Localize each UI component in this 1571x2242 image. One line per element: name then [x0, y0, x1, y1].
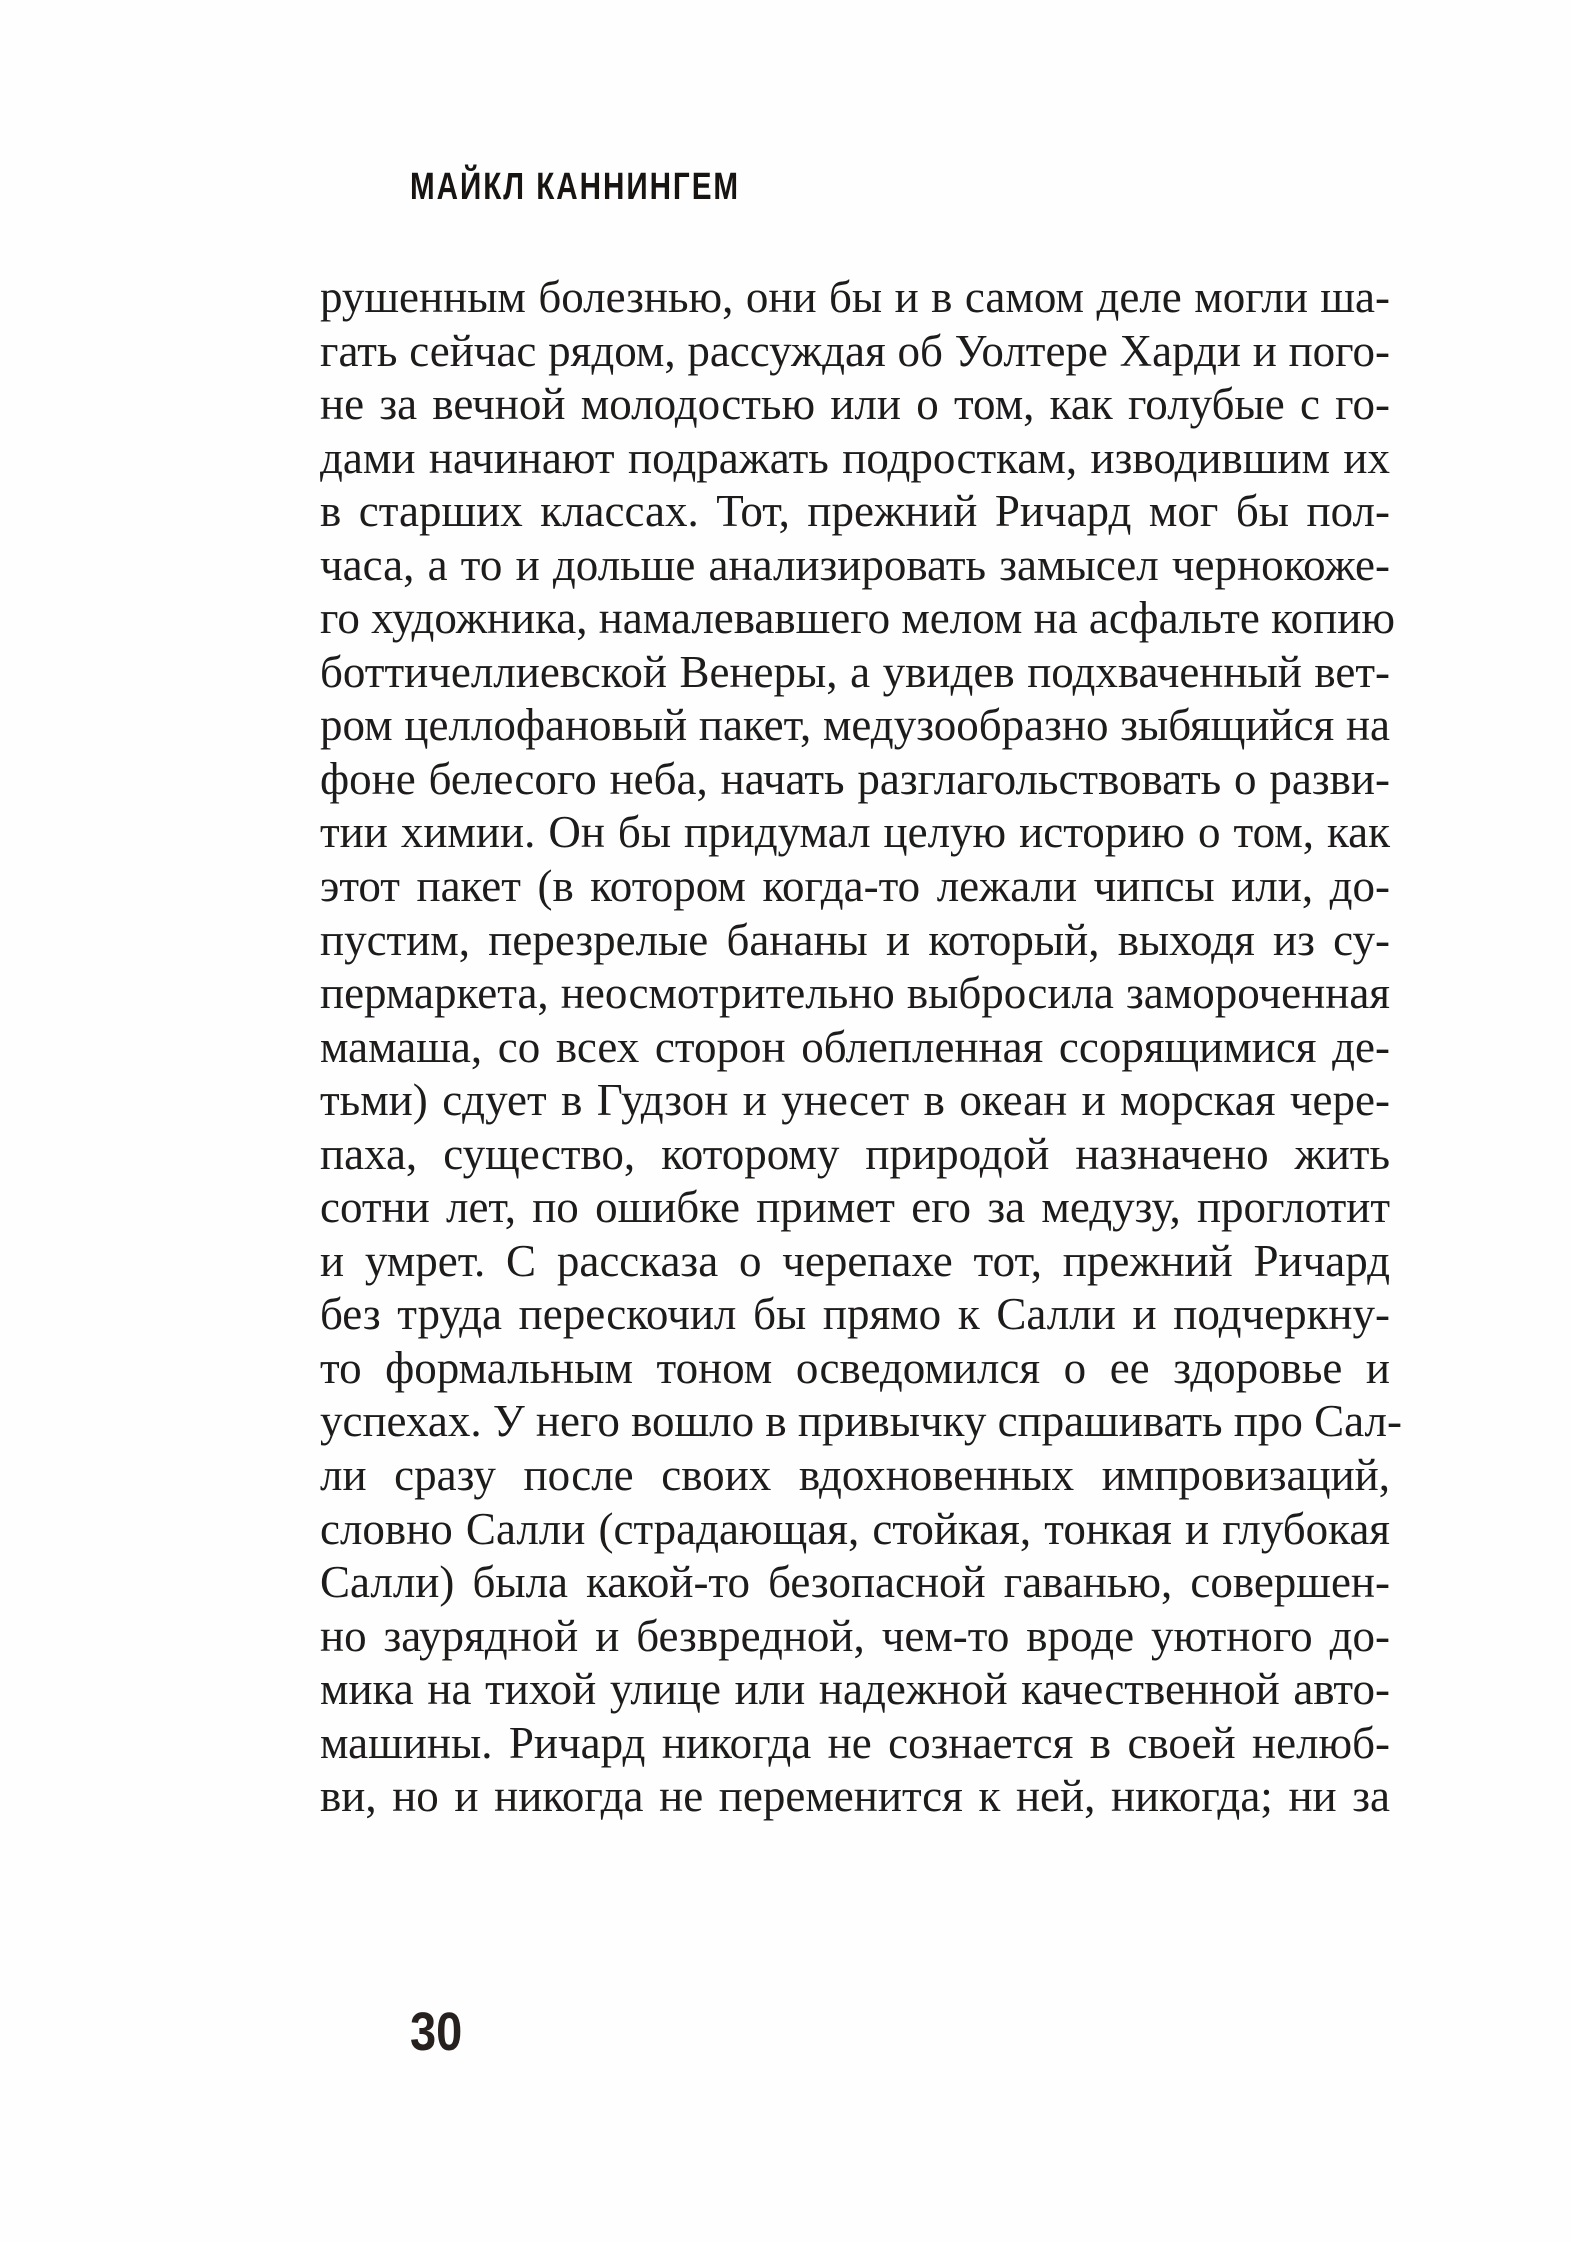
text-line: часа, а то и дольше анализировать замысел чернокоже-	[320, 539, 1390, 590]
text-line: словно Салли (страдающая, стойкая, тонкая и глубокая	[320, 1503, 1390, 1554]
text-line: рушенным болезнью, они бы и в самом деле могли ша-	[320, 272, 1390, 322]
text-line: тии химии. Он бы придумал целую историю о том, как	[320, 807, 1390, 858]
text-line: сотни лет, по ошибке примет его за медузу, проглотит	[320, 1182, 1390, 1233]
running-head-author: МАЙКЛ КАННИНГЕМ	[410, 166, 741, 208]
text-line: без труда перескочил бы прямо к Салли и подчеркну-	[320, 1289, 1390, 1340]
text-line: фоне белесого неба, начать разглагольствовать о разви-	[320, 753, 1390, 804]
text-line: успехах. У него вошло в привычку спрашивать про Сал-	[320, 1396, 1402, 1447]
text-line: то формальным тоном осведомился о ее здоровье и	[320, 1342, 1390, 1393]
text-line: гать сейчас рядом, рассуждая об Уолтере Харди и пого-	[320, 325, 1390, 376]
text-line: ви, но и никогда не переменится к ней, никогда; ни за	[320, 1771, 1390, 1822]
text-line: машины. Ричард никогда не сознается в своей нелюб-	[320, 1717, 1390, 1768]
text-line: мамаша, со всех сторон облепленная ссорящимися де-	[320, 1021, 1390, 1072]
page-number: 30	[410, 2002, 463, 2062]
text-line: боттичеллиевской Венеры, а увидев подхваченный вет-	[320, 646, 1390, 697]
text-line: ли сразу после своих вдохновенных импровизаций,	[320, 1450, 1390, 1501]
text-line: пермаркета, неосмотрительно выбросила замороченная	[320, 968, 1390, 1019]
text-line: но заурядной и безвредной, чем-то вроде уютного до-	[320, 1610, 1390, 1661]
text-line: мика на тихой улице или надежной качественной авто-	[320, 1664, 1390, 1715]
text-line: Салли) была какой-то безопасной гаванью, совершен-	[320, 1557, 1390, 1608]
text-line: паха, существо, которому природой назначено жить	[320, 1128, 1390, 1179]
text-line: в старших классах. Тот, прежний Ричард мог бы пол-	[320, 486, 1390, 537]
text-line: ром целлофановый пакет, медузообразно зыбящийся на	[320, 700, 1390, 751]
text-line: тьми) сдует в Гудзон и унесет в океан и морская чере-	[320, 1075, 1390, 1126]
text-line: дами начинают подражать подросткам, изводившим их	[320, 432, 1390, 483]
text-line: не за вечной молодостью или о том, как голубые с го-	[320, 379, 1390, 430]
text-line: и умрет. С рассказа о черепахе тот, прежний Ричард	[320, 1235, 1390, 1286]
body-text	[320, 271, 1402, 1824]
text-line: пустим, перезрелые бананы и который, выходя из су-	[320, 914, 1390, 965]
text-line: этот пакет (в котором когда-то лежали чипсы или, до-	[320, 861, 1390, 912]
text-line: го художника, намалевавшего мелом на асфальте копию	[320, 593, 1395, 644]
